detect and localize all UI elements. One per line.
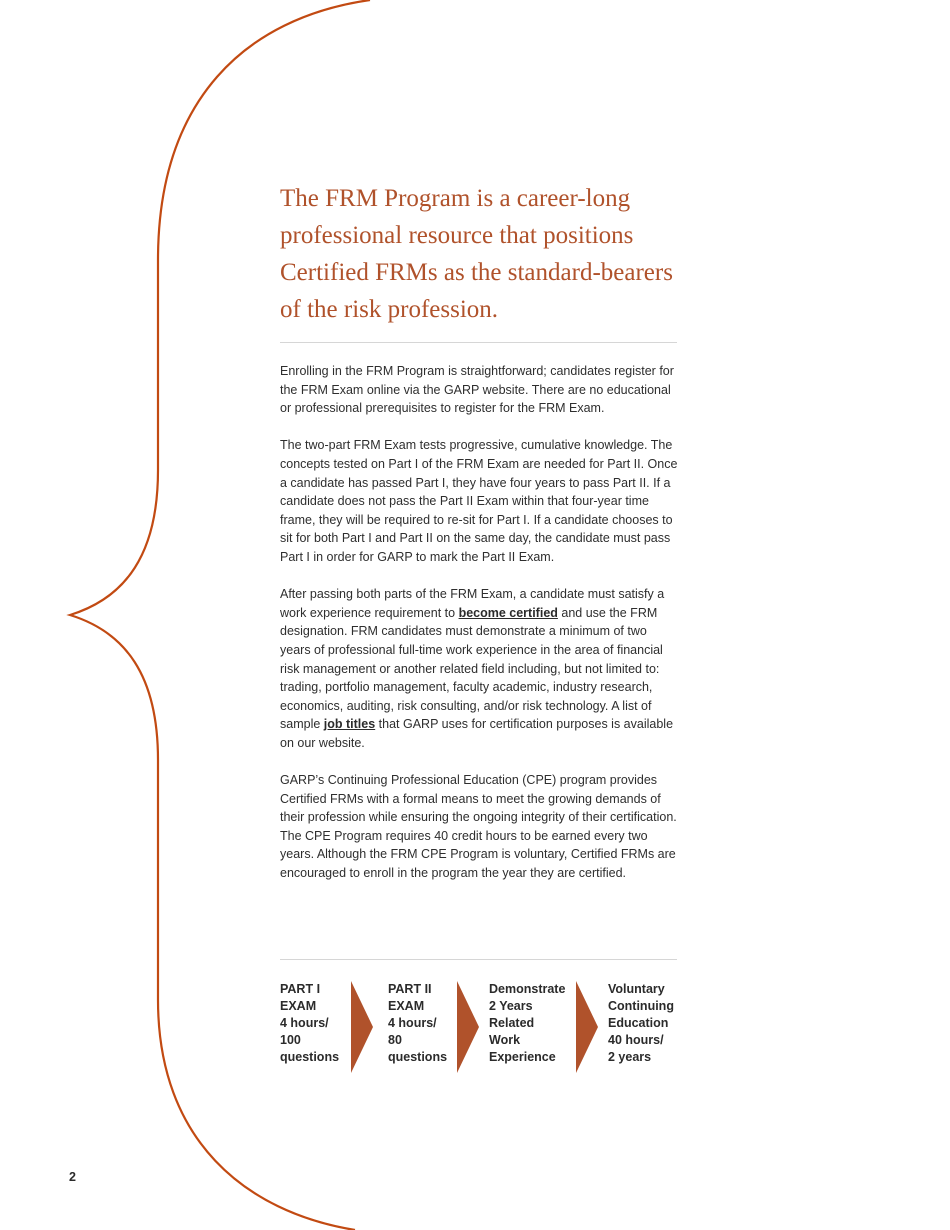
step-continuing-education — [608, 981, 674, 1066]
paragraph-exam-structure: The two-part FRM Exam tests progressive, cumulative knowledge. The concepts tested on Part I of the FRM Exam are needed for Part II. Once a candidate has passed Part I, they have four years to pass Part II. If a candidate does not pass the Part II Exam within that four-year time frame, they will be required to re-sit for Part I. If a candidate chooses to sit for both Part I and Part II on the same day, the candidate must pass Part I in order for GARP to mark the Part II Exam. — [280, 438, 678, 564]
step-line: Voluntary — [608, 982, 665, 996]
body-text — [280, 362, 680, 901]
step-work-experience — [489, 981, 565, 1066]
divider-top — [280, 342, 677, 343]
step-part-1-exam — [280, 981, 339, 1066]
paragraph-enrolling: Enrolling in the FRM Program is straightforward; candidates register for the FRM Exam online via the GARP website. There are no educational or professional prerequisites to register for the FRM Exam. — [280, 364, 674, 416]
step-line: Experience — [489, 1050, 556, 1064]
step-line: 2 Years — [489, 999, 533, 1013]
step-line: questions — [280, 1050, 340, 1064]
page-number: 2 — [69, 1170, 76, 1184]
job-titles-link[interactable]: job titles — [323, 717, 376, 732]
step-arrow-icon — [351, 981, 375, 1073]
divider-bottom — [280, 959, 677, 960]
step-arrow-icon — [457, 981, 481, 1073]
become-certified-link[interactable]: become certified — [458, 605, 558, 620]
paragraph-text: and use the FRM designation. FRM candidates must demonstrate a minimum of two years of professional full-time work experience in the area of financial risk management or another related field including, but not limited to: trading, portfolio management, faculty academic, industry research, economics, auditing, risk consulting, and/or risk technology. A list of sample — [280, 605, 663, 732]
step-line: 100 — [280, 1033, 301, 1047]
step-line: 40 hours/ — [608, 1033, 664, 1047]
step-line: Work — [489, 1033, 521, 1047]
step-line: PART I — [280, 982, 321, 996]
step-line: Continuing — [608, 999, 674, 1013]
step-line: 2 years — [608, 1050, 652, 1064]
step-line: EXAM — [280, 999, 317, 1013]
page-title: The FRM Program is a career-long professional resource that positions Certified FRMs as the standard-bearers of the risk profession. — [280, 185, 673, 323]
step-arrow-icon — [576, 981, 600, 1073]
step-line: PART II — [388, 982, 432, 996]
paragraph-cpe: GARP’s Continuing Professional Education (CPE) program provides Certified FRMs with a formal means to meet the growing demands of their profession while ensuring the ongoing integrity of their certification. The CPE Program requires 40 credit hours to be earned every two years. Although the FRM CPE Program is voluntary, Certified FRMs are encouraged to enroll in the program the year they are certified. — [280, 773, 677, 881]
paragraph-text: After passing both parts of the FRM Exam, a candidate must satisfy a work experience requirement to — [280, 587, 665, 620]
step-line: EXAM — [388, 999, 425, 1013]
step-line: questions — [388, 1050, 448, 1064]
step-line: Education — [608, 1016, 669, 1030]
step-line: 80 — [388, 1033, 402, 1047]
step-line: Demonstrate — [489, 982, 566, 996]
step-part-2-exam — [388, 981, 447, 1066]
step-line: 4 hours/ — [388, 1016, 437, 1030]
paragraph-work-experience — [280, 585, 680, 752]
step-line: 4 hours/ — [280, 1016, 329, 1030]
paragraph-text: that GARP uses for certification purposes is available on our website. — [280, 717, 674, 750]
step-line: Related — [489, 1016, 535, 1030]
